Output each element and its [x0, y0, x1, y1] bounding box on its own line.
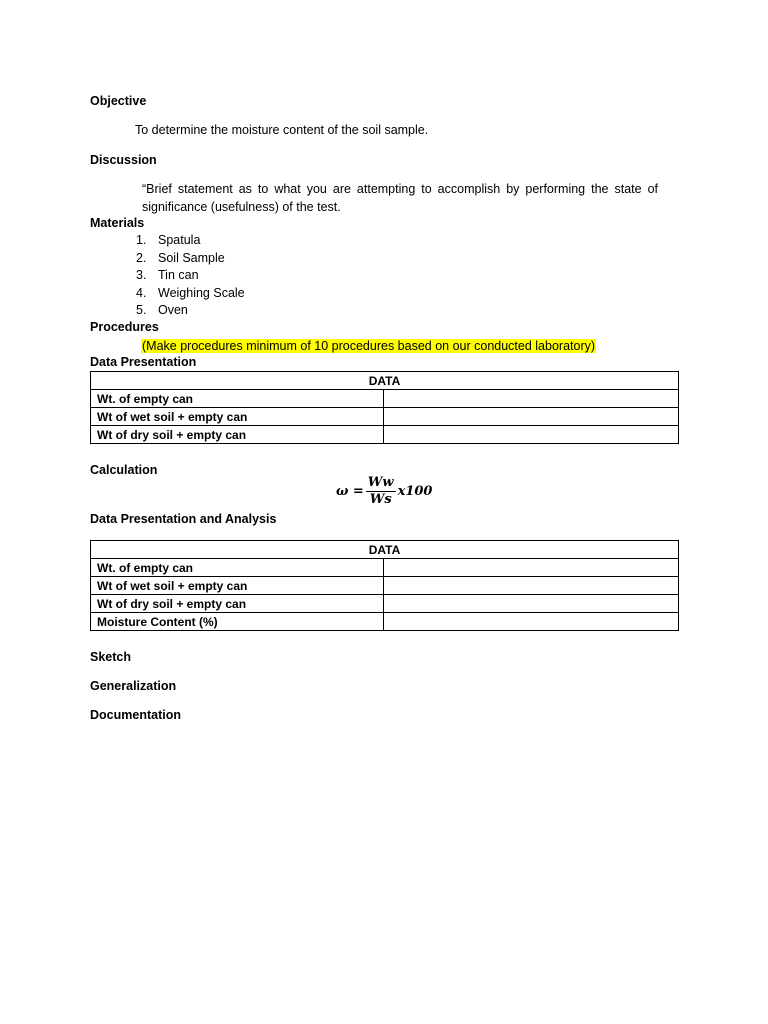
- formula-denominator: Ws: [369, 492, 392, 507]
- list-item-label: Soil Sample: [158, 250, 225, 265]
- table-cell-label: Moisture Content (%): [91, 613, 384, 631]
- objective-heading: Objective: [90, 94, 147, 108]
- data-table: [90, 371, 679, 444]
- list-item-label: Spatula: [158, 233, 201, 247]
- data-presentation-heading: Data Presentation: [90, 355, 197, 369]
- table-cell-value[interactable]: [384, 559, 679, 577]
- list-item: [136, 285, 245, 303]
- moisture-formula: [336, 475, 432, 508]
- objective-text: To determine the moisture content of the soil sample.: [135, 123, 429, 137]
- materials-list: [136, 232, 245, 320]
- discussion-heading: Discussion: [90, 153, 157, 167]
- table-cell-label: Wt of wet soil + empty can: [91, 577, 384, 595]
- list-item: [136, 250, 245, 268]
- table-row: [91, 408, 679, 426]
- table-header: DATA: [91, 372, 679, 390]
- analysis-heading: Data Presentation and Analysis: [90, 512, 277, 526]
- formula-lhs: ω =: [336, 484, 364, 499]
- procedures-note: [141, 337, 596, 355]
- table-cell-value[interactable]: [384, 577, 679, 595]
- list-item: [136, 302, 245, 320]
- procedures-note-text: (Make procedures minimum of 10 procedures based on our conducted laboratory): [142, 339, 596, 353]
- list-number: 5.: [136, 303, 147, 317]
- table-cell-label: Wt. of empty can: [91, 559, 384, 577]
- table-cell-value[interactable]: [384, 390, 679, 408]
- materials-heading: Materials: [90, 216, 145, 230]
- table-row: [91, 390, 679, 408]
- formula-numerator: Ww: [367, 475, 394, 490]
- formula-suffix: x100: [397, 484, 433, 499]
- table-row: [91, 613, 679, 631]
- list-number: 1.: [136, 233, 147, 247]
- sketch-heading: Sketch: [90, 650, 131, 664]
- list-item-label: Oven: [158, 303, 188, 317]
- list-item-label: Weighing Scale: [158, 285, 245, 300]
- procedures-heading: Procedures: [90, 320, 159, 334]
- documentation-heading: Documentation: [90, 708, 181, 722]
- discussion-text: “Brief statement as to what you are attempting to accomplish by performing the state of significance (usefulness) of the test.: [142, 182, 658, 214]
- table-cell-label: Wt of dry soil + empty can: [91, 426, 384, 444]
- list-item: [136, 232, 245, 250]
- table-cell-label: Wt of dry soil + empty can: [91, 595, 384, 613]
- table-row: [91, 426, 679, 444]
- generalization-heading: Generalization: [90, 679, 177, 693]
- analysis-table: [90, 540, 679, 631]
- calculation-heading: Calculation: [90, 463, 158, 477]
- table-cell-value[interactable]: [384, 408, 679, 426]
- table-cell-label: Wt. of empty can: [91, 390, 384, 408]
- table-cell-label: Wt of wet soil + empty can: [91, 408, 384, 426]
- list-item-label: Tin can: [158, 268, 199, 282]
- table-cell-value[interactable]: [384, 426, 679, 444]
- table-header: DATA: [91, 541, 679, 559]
- table-row: [91, 595, 679, 613]
- list-item: [136, 267, 245, 285]
- list-number: 2.: [136, 250, 147, 265]
- formula-fraction: [366, 475, 396, 508]
- table-cell-value[interactable]: [384, 613, 679, 631]
- table-row: [91, 559, 679, 577]
- table-cell-value[interactable]: [384, 595, 679, 613]
- list-number: 4.: [136, 285, 147, 300]
- table-row: [91, 577, 679, 595]
- list-number: 3.: [136, 268, 147, 282]
